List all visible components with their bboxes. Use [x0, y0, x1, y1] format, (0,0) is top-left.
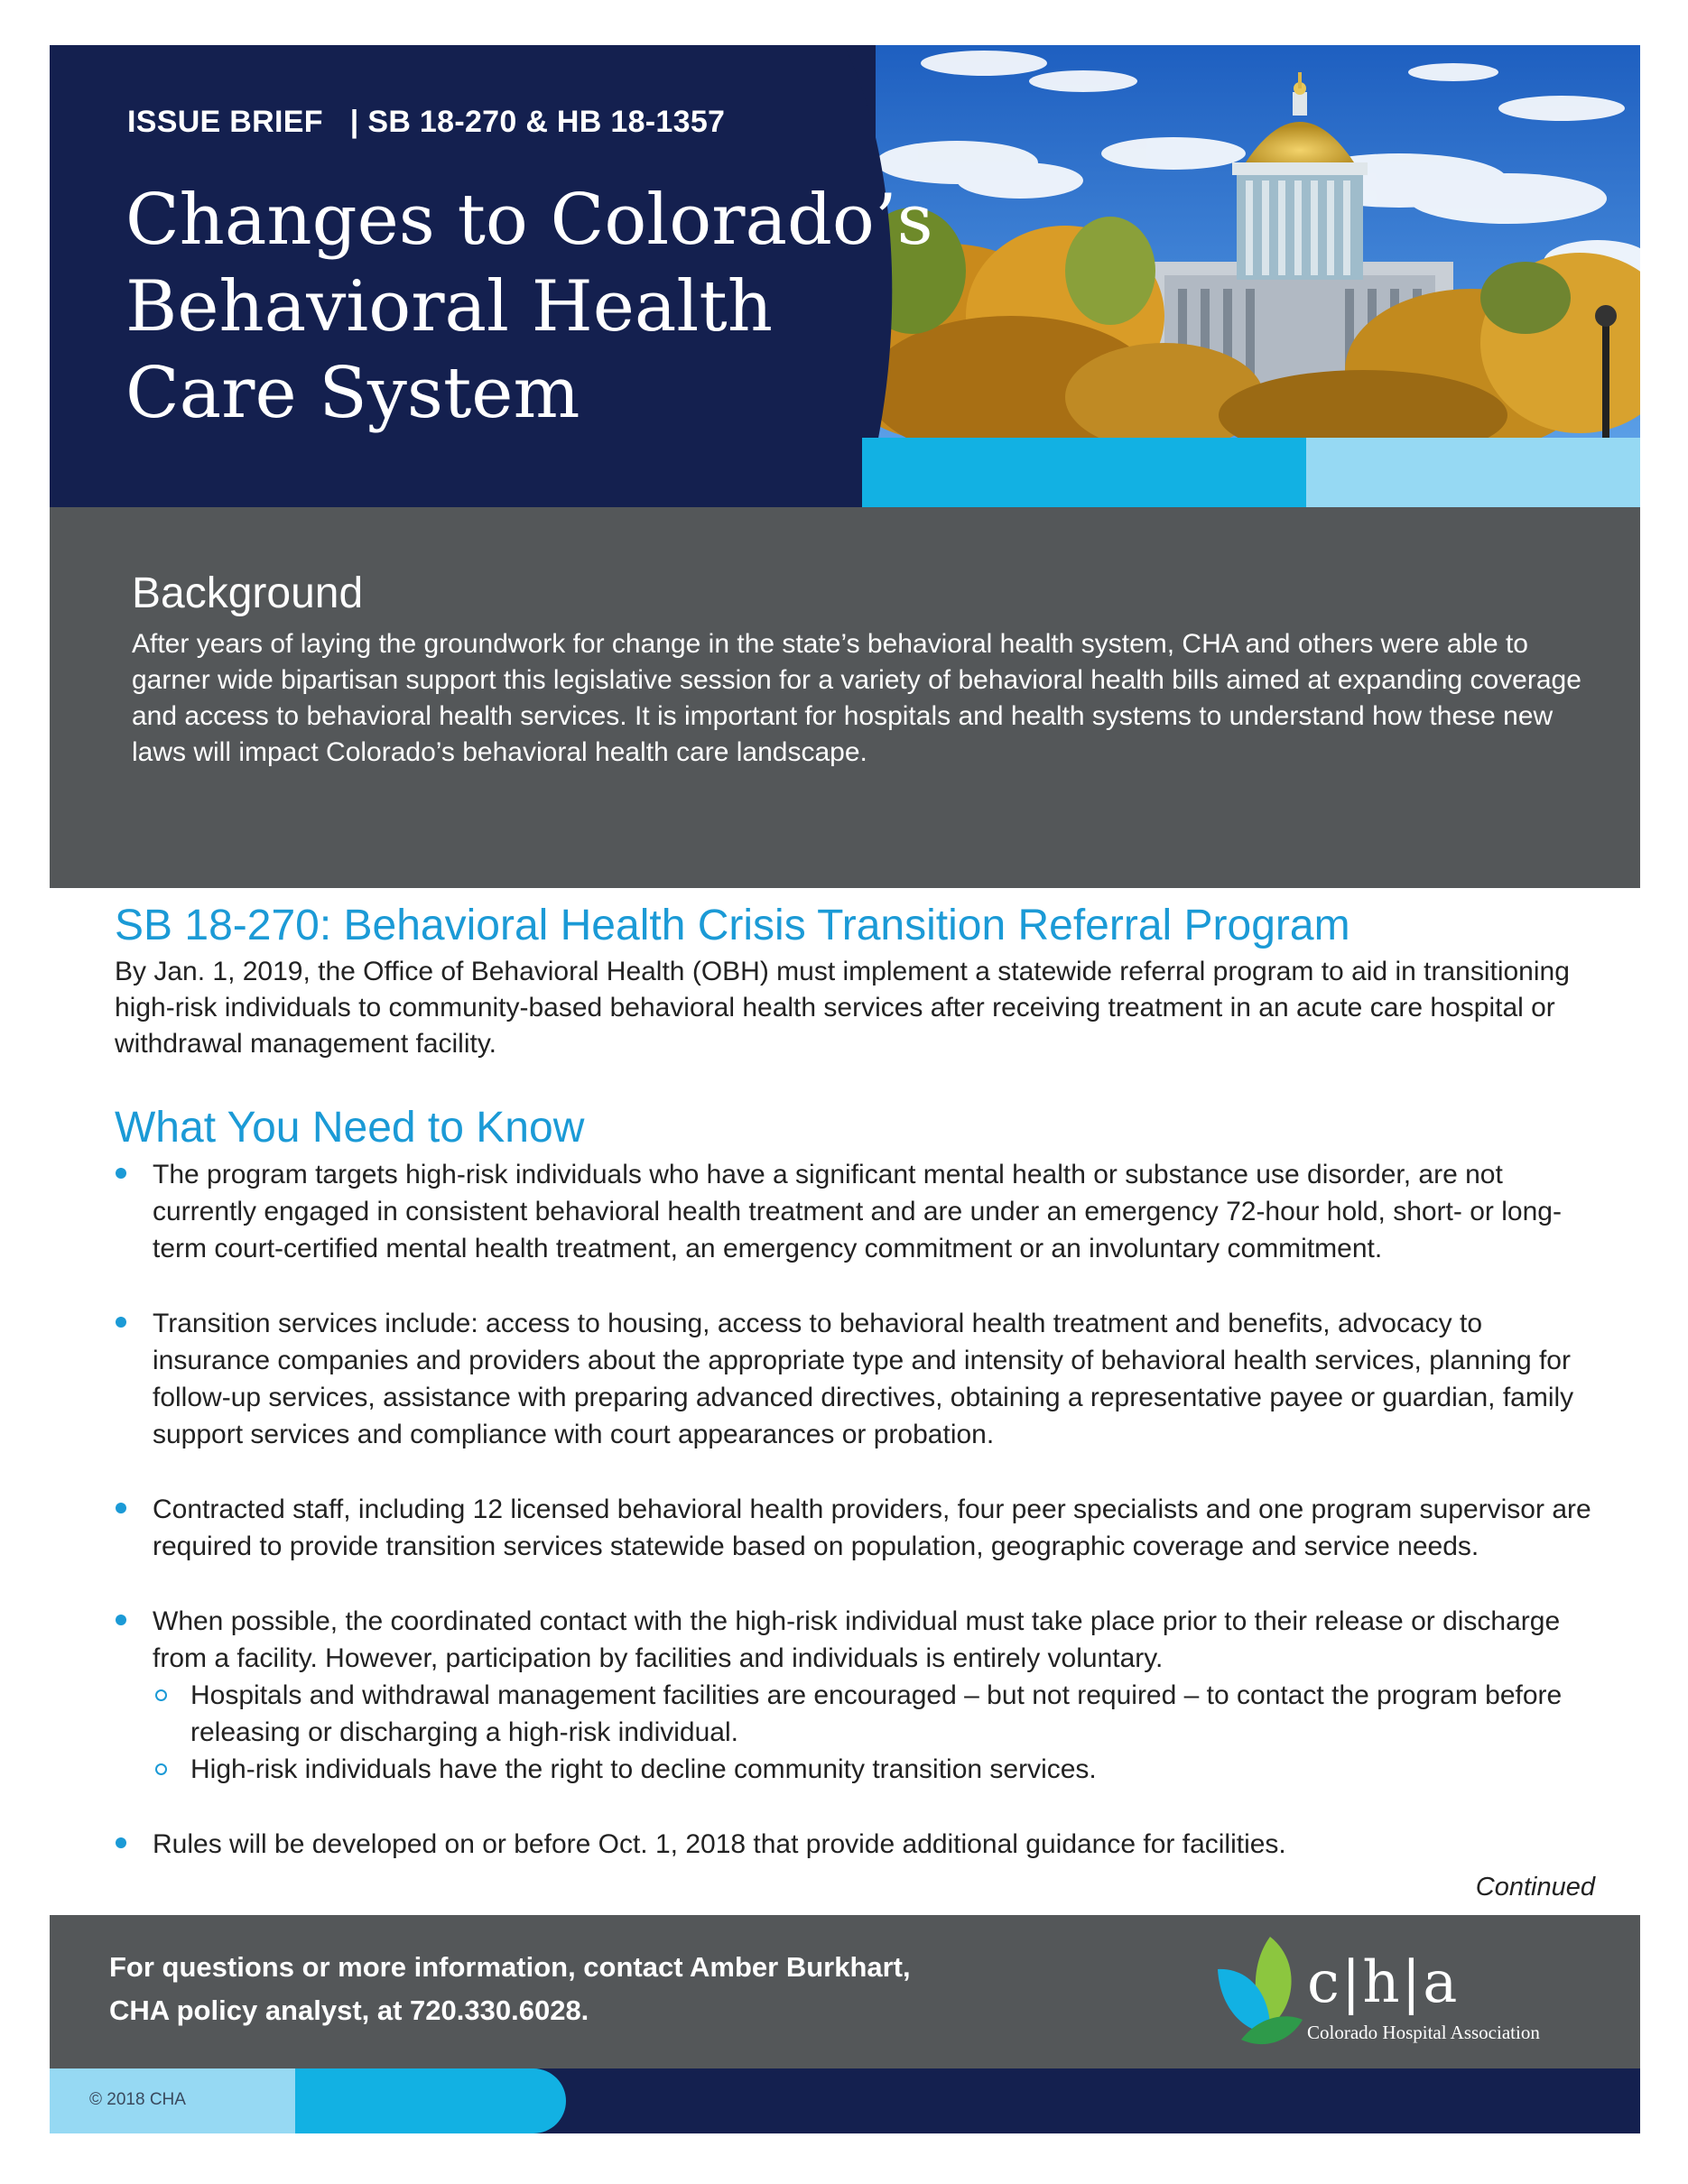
sub-bullet-list: [153, 1677, 1595, 1788]
issue-brief-label: [127, 105, 725, 140]
title-line-1: Changes to Colorado’s: [125, 180, 933, 261]
sub-bullet-text: High-risk individuals have the right to decline community transition services.: [190, 1754, 1097, 1784]
bullet-dot-icon: [116, 1503, 126, 1513]
accent-stripe-cyan: [862, 438, 1306, 507]
bottom-stripe-cyan: [295, 2068, 566, 2133]
list-item: [115, 1491, 1595, 1565]
bill-numbers: | SB 18-270 & HB 18-1357: [349, 105, 726, 139]
sub-list-item: [153, 1751, 1595, 1788]
bullet-ring-icon: [155, 1763, 167, 1775]
list-item: [115, 1305, 1595, 1453]
background-heading: Background: [132, 569, 364, 617]
bullet-ring-icon: [155, 1689, 167, 1701]
page-title: [125, 177, 938, 437]
logo-organization-name: Colorado Hospital Association: [1307, 2022, 1540, 2043]
sb270-text: By Jan. 1, 2019, the Office of Behavioral Health (OBH) must implement a statewide referral program to aid in transitioning high-risk individuals to community-based behavioral health services after receiving treatment in an acute care hospital or withdrawal management facility.: [115, 957, 1570, 1059]
bullet-text: Transition services include: access to housing, access to behavioral health treatment and benefits, advocacy to insurance companies and providers about the appropriate type and intensity of behavioral health services, planning for follow-up services, assistance with preparing advanced directives, obtaining a representative payee or guardian, family support services and compliance with court appearances or probation.: [153, 1309, 1574, 1449]
background-text: After years of laying the groundwork for change in the state’s behavioral health system, CHA and others were able to garner wide bipartisan support this legislative session for a variety of behavioral health bills aimed at expanding coverage and access to behavioral health services. It is important for hospitals and health systems to understand how these new laws will impact Colorado’s behavioral health care landscape.: [132, 629, 1581, 767]
bottom-bar: [50, 2068, 1640, 2133]
bullet-dot-icon: [116, 1317, 126, 1328]
list-item: [115, 1826, 1595, 1863]
copyright-text: © 2018 CHA: [89, 2090, 186, 2109]
list-item: [115, 1156, 1595, 1267]
continued-label: Continued: [1475, 1873, 1595, 1902]
background-section: [50, 507, 1640, 888]
sb270-heading: SB 18-270: Behavioral Health Crisis Transition Referral Program: [115, 902, 1350, 949]
bullet-text: When possible, the coordinated contact with the high-risk individual must take place prior to their release or discharge from a facility. However, participation by facilities and individuals is entirely voluntary.: [153, 1606, 1561, 1673]
header-banner: [50, 45, 1640, 507]
list-item: [115, 1603, 1595, 1788]
bullet-text: Rules will be developed on or before Oct. 1, 2018 that provide additional guidance for facilities.: [153, 1829, 1286, 1859]
footer-contact: [50, 1915, 1640, 2068]
cha-logo: [1214, 1933, 1611, 2050]
bullet-dot-icon: [116, 1837, 126, 1848]
bullet-dot-icon: [116, 1615, 126, 1625]
bullet-text: Contracted staff, including 12 licensed behavioral health providers, four peer specialists and one program supervisor are required to provide transition services statewide based on population, geographic coverage and service needs.: [153, 1495, 1591, 1561]
bullet-text: The program targets high-risk individuals who have a significant mental health or substance use disorder, are not currently engaged in consistent behavioral health treatment and are under an emergency 72-hour hold, short- or long-term court-certified mental health treatment, an emergency commitment or an involuntary commitment.: [153, 1160, 1562, 1263]
title-line-2: Behavioral Health: [125, 266, 773, 347]
contact-line-1: For questions or more information, contact Amber Burkhart,: [109, 1951, 911, 1983]
bullet-dot-icon: [116, 1168, 126, 1179]
sub-list-item: [153, 1677, 1595, 1751]
capitol-photo: [876, 45, 1640, 438]
logo-letters: c|h|a: [1307, 1949, 1460, 2016]
know-heading: What You Need to Know: [115, 1104, 585, 1152]
accent-stripe-light: [1306, 438, 1640, 507]
main-content: [115, 898, 1595, 1902]
contact-line-2: CHA policy analyst, at 720.330.6028.: [109, 1994, 589, 2026]
issue-label: ISSUE BRIEF: [127, 105, 323, 139]
know-bullet-list: [115, 1156, 1595, 1863]
sub-bullet-text: Hospitals and withdrawal management facilities are encouraged – but not required – to contact the program before releasing or discharging a high-risk individual.: [190, 1680, 1563, 1747]
title-line-3: Care System: [125, 353, 580, 434]
leaf-logo-icon: [1214, 1933, 1304, 2050]
contact-text: [109, 1946, 1012, 2032]
